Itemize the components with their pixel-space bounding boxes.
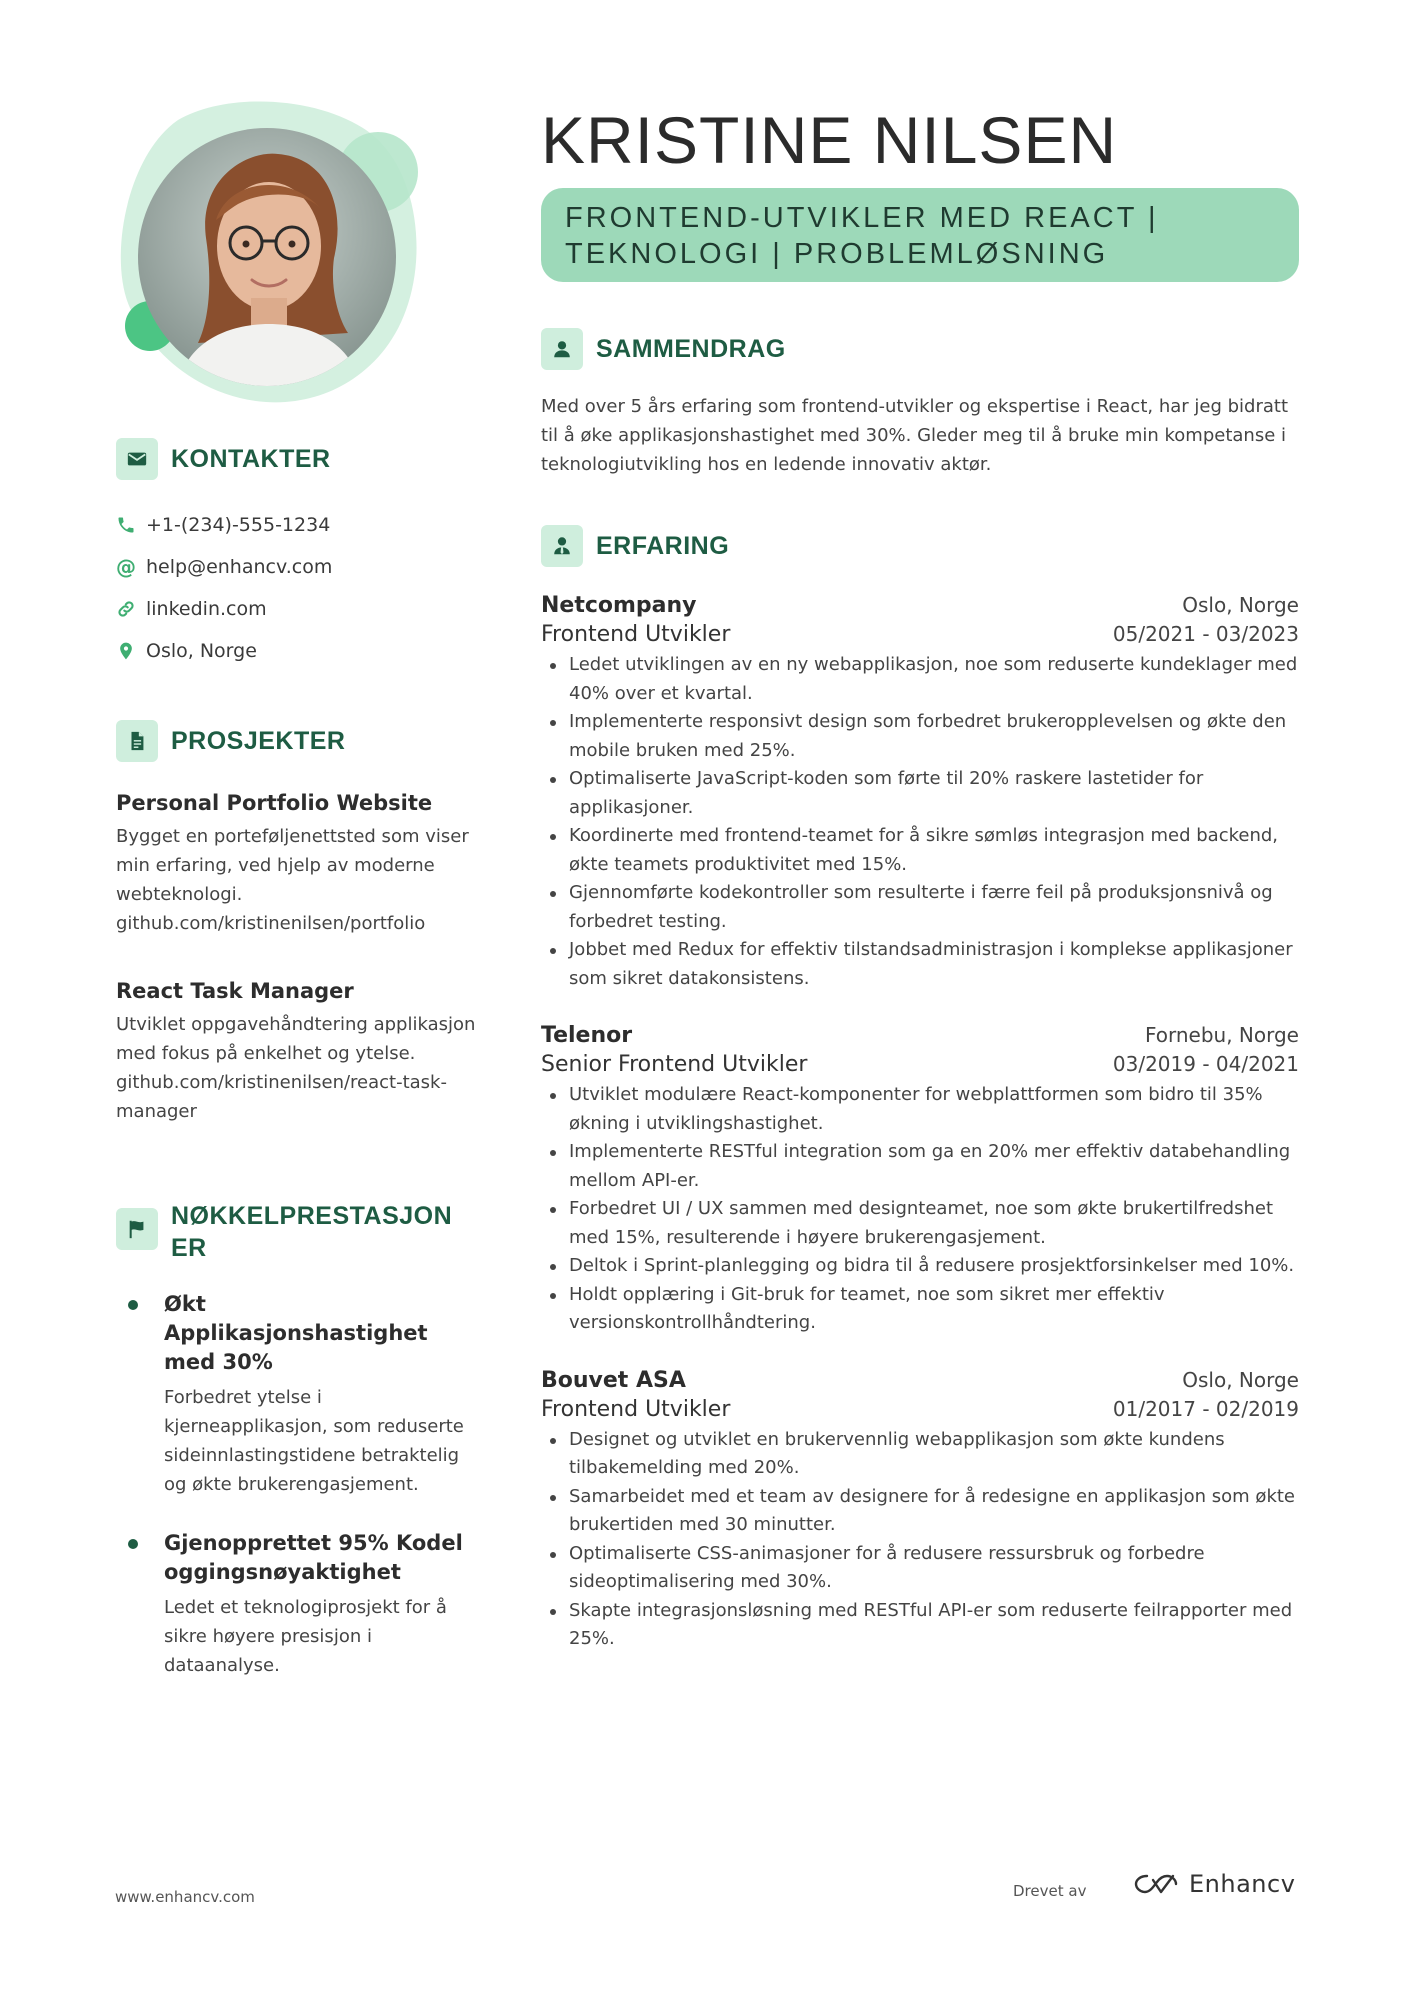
location-text: Oslo, Norge <box>146 640 257 662</box>
job-location: Fornebu, Norge <box>1144 1023 1299 1047</box>
achievement-description: Forbedret ytelse i kjerneapplikasjon, som reduserte sideinnlastingstidene betraktelig og økte brukerengasjement. <box>164 1387 464 1495</box>
projects-section <box>116 720 476 1126</box>
bullet-item: Optimaliserte CSS-animasjoner for å redusere ressursbruk og forbedre sideoptimalisering med 30%. <box>541 1540 1299 1597</box>
at-icon: @ <box>116 555 136 579</box>
bullet-item: Optimaliserte JavaScript-koden som førte til 20% raskere lastetider for applikasjoner. <box>541 765 1299 822</box>
contact-phone <box>116 504 476 546</box>
achievements-section <box>116 1200 486 1710</box>
contacts-section <box>116 438 476 672</box>
projects-title: PROSJEKTER <box>171 727 346 755</box>
enhancv-logo[interactable] <box>1133 1870 1295 1898</box>
location-icon <box>116 641 136 661</box>
summary-section <box>541 328 1299 479</box>
job-location: Oslo, Norge <box>1182 1367 1299 1392</box>
link-icon <box>116 599 136 619</box>
person-name: KRISTINE NILSEN <box>541 103 1118 177</box>
company-name: Bouvet ASA <box>541 1367 686 1393</box>
project-description: Bygget en porteføljenettsted som viser min erfaring, ved hjelp av moderne webteknologi. github.com/kristinenilsen/portfolio <box>116 826 469 934</box>
job-entry <box>541 1368 1299 1654</box>
project-item <box>116 788 476 938</box>
phone-icon <box>116 515 136 535</box>
bullet-item: Gjennomførte kodekontroller som resulterte i færre feil på produksjonsnivå og forbedret testing. <box>541 879 1299 936</box>
job-dates: 03/2019 - 04/2021 <box>1112 1052 1299 1076</box>
bullet-item: Jobbet med Redux for effektiv tilstandsadministrasjon i komplekse applikasjoner som sikret datakonsistens. <box>541 936 1299 993</box>
enhancv-logo-icon <box>1133 1872 1179 1896</box>
bullet-item: Samarbeidet med et team av designere for å redesigne en applikasjon som økte brukertiden med 30 minutter. <box>541 1483 1299 1540</box>
bullet-item: Skapte integrasjonsløsning med RESTful API-er som reduserte feilrapporter med 25%. <box>541 1597 1299 1654</box>
bullet-dot <box>128 1539 138 1549</box>
bullet-item: Ledet utviklingen av en ny webapplikasjon, noe som reduserte kundeklager med 40% over et kvartal. <box>541 651 1299 708</box>
enhancv-brand-text: Enhancv <box>1189 1870 1296 1898</box>
profile-photo-area <box>116 100 436 410</box>
job-bullets <box>541 1081 1299 1338</box>
contacts-title: KONTAKTER <box>171 445 331 473</box>
job-dates: 01/2017 - 02/2019 <box>1112 1396 1299 1421</box>
bullet-item: Implementerte responsivt design som forbedret brukeropplevelsen og økte den mobile bruken med 25%. <box>541 708 1299 765</box>
bullet-item: Deltok i Sprint-planlegging og bidra til å redusere prosjektforsinkelser med 10%. <box>541 1252 1299 1281</box>
summary-text: Med over 5 års erfaring som frontend-utvikler og ekspertise i React, har jeg bidratt til å øke applikasjonshastighet med 30%. Gleder meg til å bruke min kompetanse i teknologiutvikling hos en ledende innovativ aktør. <box>541 396 1288 475</box>
job-role: Frontend Utvikler <box>541 1396 731 1422</box>
job-title: FRONTEND-UTVIKLER MED REACT | TEKNOLOGI | PROBLEMLØSNING <box>565 202 1159 270</box>
contact-location <box>116 630 476 672</box>
linkedin-text[interactable]: linkedin.com <box>146 598 267 620</box>
bullet-item: Forbedret UI / UX sammen med designteamet, noe som økte brukertilfredshet med 15%, resulterende i høyere brukerengasjement. <box>541 1195 1299 1252</box>
job-title-banner <box>541 188 1299 282</box>
bullet-item: Koordinerte med frontend-teamet for å sikre sømløs integrasjon med backend, økte teamets produktivitet med 15%. <box>541 822 1299 879</box>
job-location: Oslo, Norge <box>1182 593 1299 617</box>
bullet-item: Utviklet modulære React-komponenter for webplattformen som bidro til 35% økning i utviklingshastighet. <box>541 1081 1299 1138</box>
avatar <box>138 128 396 386</box>
right-column <box>541 100 1299 1654</box>
achievement-title: Gjenopprettet 95% Kodeloggingsnøyaktighet <box>164 1531 463 1584</box>
project-item <box>116 976 476 1126</box>
summary-title: SAMMENDRAG <box>596 335 786 363</box>
email-text[interactable]: help@enhancv.com <box>146 556 333 578</box>
briefcase-user-icon <box>541 525 583 567</box>
project-title: Personal Portfolio Website <box>116 791 433 815</box>
bullet-item: Holdt opplæring i Git-bruk for teamet, noe som sikret mer effektiv versionskontrollhåndtering. <box>541 1281 1299 1338</box>
job-entry <box>541 593 1299 993</box>
project-description: Utviklet oppgavehåndtering applikasjon med fokus på enkelhet og ytelse. github.com/kristinenilsen/react-task-manager <box>116 1014 476 1122</box>
company-name: Telenor <box>541 1023 633 1048</box>
job-bullets <box>541 1426 1299 1654</box>
achievement-item <box>116 1529 486 1680</box>
user-icon <box>541 328 583 370</box>
footer-powered-by: Drevet av <box>1013 1882 1087 1900</box>
phone-text[interactable]: +1-(234)-555-1234 <box>146 514 331 536</box>
project-title: React Task Manager <box>116 979 354 1003</box>
contact-linkedin <box>116 588 476 630</box>
achievement-description: Ledet et teknologiprosjekt for å sikre høyere presisjon i dataanalyse. <box>164 1597 447 1676</box>
job-dates: 05/2021 - 03/2023 <box>1112 622 1299 646</box>
achievement-item <box>116 1290 486 1499</box>
flag-icon <box>116 1208 158 1250</box>
experience-title: ERFARING <box>596 532 730 560</box>
job-entry <box>541 1023 1299 1338</box>
document-icon <box>116 720 158 762</box>
experience-section <box>541 525 1299 1654</box>
contact-email <box>116 546 476 588</box>
achievement-title: Økt Applikasjonshastighet med 30% <box>164 1292 428 1374</box>
job-role: Senior Frontend Utvikler <box>541 1052 808 1077</box>
company-name: Netcompany <box>541 593 697 618</box>
envelope-icon <box>116 438 158 480</box>
bullet-item: Designet og utviklet en brukervennlig webapplikasjon som økte kundens tilbakemelding med 20%. <box>541 1426 1299 1483</box>
job-role: Frontend Utvikler <box>541 622 731 647</box>
footer-website[interactable]: www.enhancv.com <box>115 1888 255 1906</box>
bullet-dot <box>128 1300 138 1310</box>
bullet-item: Implementerte RESTful integration som ga en 20% mer effektiv databehandling mellom API-er. <box>541 1138 1299 1195</box>
job-bullets <box>541 651 1299 993</box>
achievements-title: NØKKELPRESTASJONER <box>171 1202 453 1262</box>
